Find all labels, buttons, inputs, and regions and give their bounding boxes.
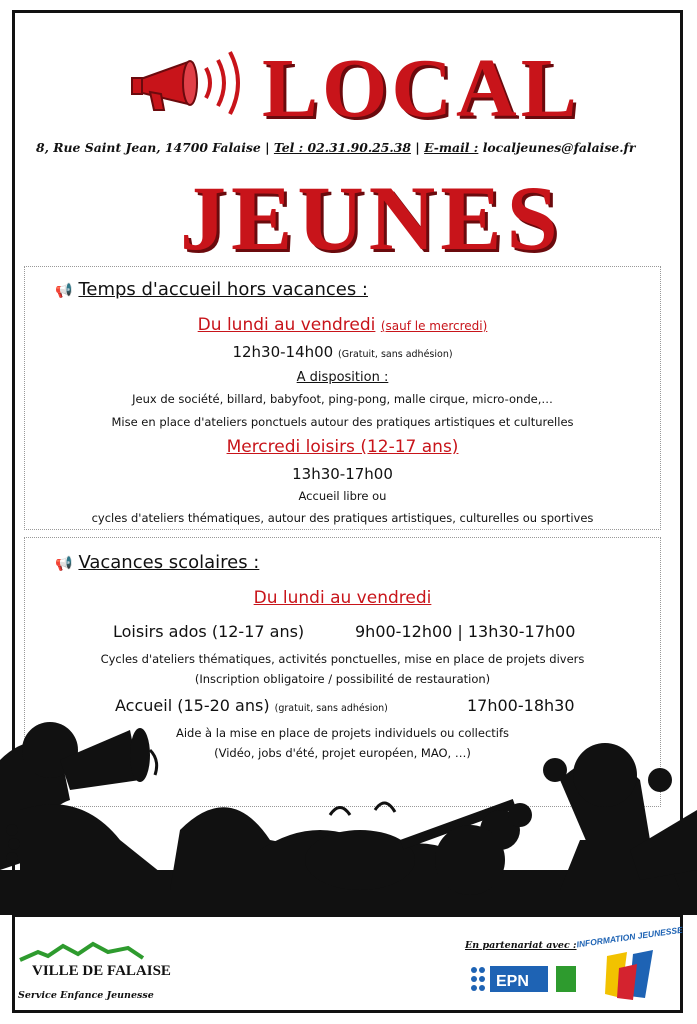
contact-separator: | [410, 140, 425, 155]
ville-de-falaise-logo [18, 940, 158, 964]
contact-email-label: E-mail : [424, 140, 479, 155]
section1-disposition-items: Jeux de société, billard, babyfoot, ping-pong, malle cirque, micro-onde,… [132, 392, 553, 406]
contact-email: localjeunes@falaise.fr [478, 140, 636, 155]
contact-address: 8, Rue Saint Jean, 14700 Falaise | [36, 140, 274, 155]
section2-loisirs-label: Loisirs ados (12-17 ans) [113, 622, 305, 641]
info-jeunesse-text: INFORMATION JEUNESSE [575, 924, 684, 950]
title-local: LOCAL [262, 42, 581, 135]
section-hors-vacances [24, 266, 661, 530]
section1-disposition-label: A disposition : [296, 370, 389, 385]
epn-text: EPN [496, 973, 529, 990]
megaphone-bullet-icon: 📢 [55, 283, 73, 299]
section1-title: 📢 Temps d'accueil hors vacances : [55, 279, 368, 300]
section1-wednesday: Mercredi loisirs (12-17 ans) [226, 437, 459, 457]
ville-de-falaise-name: VILLE DE FALAISE [32, 963, 171, 979]
section1-cycles: cycles d'ateliers thématiques, autour des pratiques artistiques, culturelles ou sportives [91, 511, 594, 525]
section2-aide: Aide à la mise en place de projets individuels ou collectifs [175, 726, 510, 740]
section2-days: Du lundi au vendredi [253, 588, 432, 608]
contact-tel: Tel : 02.31.90.25.38 [273, 140, 411, 155]
section2-cycles: Cycles d'ateliers thématiques, activités ponctuelles, mise en place de projets divers [100, 652, 585, 666]
contact-line [36, 140, 666, 155]
section2-accueil: Accueil (15-20 ans) (gratuit, sans adhésion) [115, 696, 388, 715]
epn-logo [468, 960, 580, 998]
footer-divider [12, 914, 683, 917]
section1-wednesday-hours: 13h30-17h00 [292, 465, 393, 483]
youth-activities-silhouette [0, 720, 697, 930]
title-jeunes: JEUNES [180, 167, 563, 269]
information-jeunesse-logo [575, 924, 684, 1004]
section2-accueil-hours: 17h00-18h30 [467, 696, 575, 715]
section2-title: 📢 Vacances scolaires : [55, 552, 260, 573]
section2-exemples: (Vidéo, jobs d'été, projet européen, MAO, …) [214, 746, 471, 760]
section1-days: Du lundi au vendredi (sauf le mercredi) [197, 315, 488, 335]
section1-hours: 12h30-14h00 (Gratuit, sans adhésion) [232, 343, 453, 361]
partner-label: En partenariat avec : [465, 940, 577, 951]
megaphone-bullet-icon: 📢 [55, 556, 73, 572]
section1-ateliers: Mise en place d'ateliers ponctuels autour des pratiques artistiques et culturelles [111, 415, 574, 429]
megaphone-icon [128, 48, 253, 120]
section2-inscription: (Inscription obligatoire / possibilité de restauration) [194, 672, 491, 686]
section1-accueil-libre: Accueil libre ou [298, 489, 387, 503]
section2-loisirs-hours: 9h00-12h00 | 13h30-17h00 [355, 622, 576, 641]
service-enfance-jeunesse: Service Enfance Jeunesse [18, 990, 154, 1001]
